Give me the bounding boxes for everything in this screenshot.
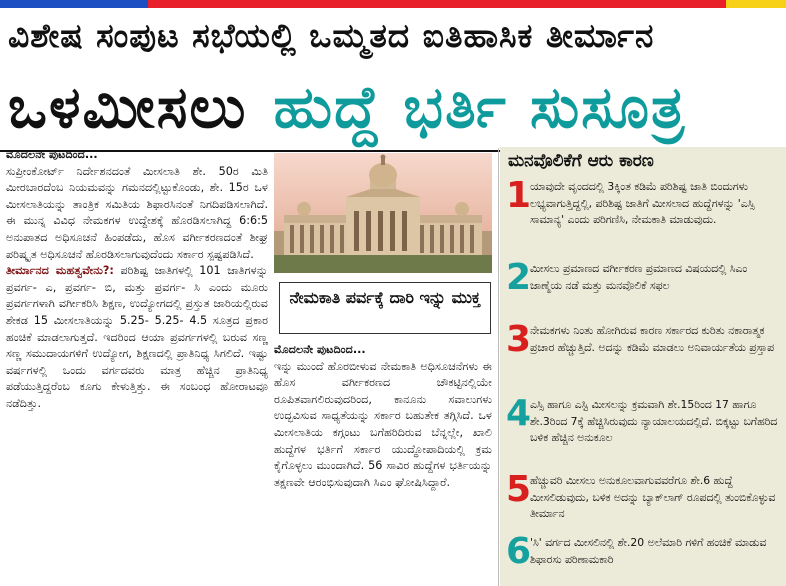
article-paragraph: [6, 263, 268, 412]
reasons-panel: [500, 147, 786, 586]
reason-number: 5: [506, 469, 532, 510]
left-column: [6, 147, 268, 413]
reason-item: [506, 319, 780, 360]
reason-text: ಮೀಸಲು ಪ್ರಮಾಣದ ವರ್ಗೀಕರಣ ಪ್ರಮಾಣದ ವಿಷಯದಲ್ಲಿ ಸಿಎಂ ಜಾಣ್ಮೆಯ ನಡೆ ಮತ್ತು ಮನವೊಲಿಕೆ ಸಫಲ: [530, 262, 748, 292]
article-paragraph: ಇನ್ನು ಮುಂದೆ ಹೊರಬೀಳುವ ನೇಮಕಾತಿ ಅಧಿಸೂಚನೆಗಳು ಈ ಹೊಸ ವರ್ಗೀಕರಣದ ಚೌಕಟ್ಟಿನಲ್ಲಿಯೇ ರೂಪಿತವಾಗಲಿರುವುದರಿಂದ, ಕಾನೂನು ಸವಾಲುಗಳು ಉದ್ಭವಿಸುವ ಸಾಧ್ಯತೆಯನ್ನು ಸರ್ಕಾರ ಬಹುತೇಕ ತಗ್ಗಿಸಿದೆ. ಒಳ ಮೀಸಲಾತಿಯ ಕಗ್ಗಂಟು ಬಗೆಹರಿದಿರುವ ಬೆನ್ನಲ್ಲೇ, ಖಾಲಿ ಹುದ್ದೆಗಳ ಭರ್ತಿಗೆ ಸರ್ಕಾರ ಯುದ್ಧೋಪಾದಿಯಲ್ಲಿ ಕ್ರಮ ಕೈಗೊಳ್ಳಲು ಮುಂದಾಗಿದೆ. 56 ಸಾವಿರ ಹುದ್ದೆಗಳ ಭರ್ತಿಯನ್ನು ತಕ್ಷಣವೇ ಆರಂಭಿಸುವುದಾಗಿ ಸಿಎಂ ಘೋಷಿಸಿದ್ದಾರೆ.: [274, 359, 492, 489]
reason-text: ಎಸ್ಸಿ ಹಾಗೂ ಎಸ್ಟಿ ಮೀಸಲನ್ನು ಕ್ರಮವಾಗಿ ಶೇ.15ರಿಂದ 17 ಹಾಗೂ ಶೇ.3ರಿಂದ 7ಕ್ಕೆ ಹೆಚ್ಚಿಸಿರುವುದು ನ್ಯಾಯಾಲಯದಲ್ಲಿದೆ. ಬಿಕ್ಕಟ್ಟು ಬಗೆಹರಿದ ಬಳಿಕ ಹೆಚ್ಚಿನ ಅನುಕೂಲ: [530, 398, 778, 444]
reason-item: [506, 257, 780, 298]
column-divider: [498, 148, 499, 586]
reason-text: ಹೆಚ್ಚುವರಿ ಮೀಸಲು ಅನುಕೂಲವಾಗುವವರೆಗೂ ಶೇ.6 ಹುದ್ದೆ ಮೀಸಲಿಡುವುದು, ಬಳಿಕ ಅದನ್ನು ಬ್ಯಾಕ್‌ಲಾಗ್ ರೂಪದಲ್ಲಿ ತುಂಬಿಕೊಳ್ಳುವ ತೀರ್ಮಾನ: [530, 474, 776, 520]
paragraph-text: ಪರಿಶಿಷ್ಟ ಜಾತಿಗಳಲ್ಲಿ 101 ಜಾತಿಗಳನ್ನು ಪ್ರವರ್ಗ- ಎ, ಪ್ರವರ್ಗ- ಬಿ, ಮತ್ತು ಪ್ರವರ್ಗ- ಸಿ ಎಂದು ಮೂರು ಪ್ರವರ್ಗಗಳಾಗಿ ವರ್ಗೀಕರಿಸಿ ಶಿಕ್ಷಣ, ಉದ್ಯೋಗದಲ್ಲಿ ಪ್ರಸ್ತುತ ಜಾರಿಯಲ್ಲಿರುವ ಶೇಕಡ 15 ಮೀಸಲಾತಿಯನ್ನು 5.25- 5.25- 4.5 ಸೂತ್ರದ ಪ್ರಕಾರ ಹಂಚಿಕೆ ಮಾಡಲಾಗುತ್ತದೆ. ಇದರಿಂದ ಆಯಾ ಪ್ರವರ್ಗಗಳಲ್ಲಿ ಬರುವ ಸಣ್ಣ ಸಣ್ಣ ಸಮುದಾಯಗಳಿಗೆ ಉದ್ಯೋಗ, ಶಿಕ್ಷಣದಲ್ಲಿ ಪ್ರಾತಿನಿಧ್ಯ ಸಿಗಲಿದೆ. ಇಷ್ಟು ವರ್ಷಗಳಲ್ಲಿ ಒಂದು ವರ್ಗದವರು ಮಾತ್ರ ಹೆಚ್ಚಿನ ಪ್ರಾತಿನಿಧ್ಯ ಪಡೆಯುತ್ತಿದ್ದರೆಂಬ ಕೂಗು ಕೇಳುತ್ತಿತ್ತು. ಈ ಸಂಬಂಧ ಹೋರಾಟವೂ ನಡೆದಿತ್ತು.: [6, 264, 269, 410]
secondary-headline-box: ನೇಮಕಾತಿ ಪರ್ವಕ್ಕೆ ದಾರಿ ಇನ್ನು ಮುಕ್ತ: [279, 282, 491, 334]
color-strip: [0, 0, 786, 8]
color-strip-yellow: [726, 0, 786, 8]
reason-item: [506, 393, 780, 447]
reason-number: 4: [506, 393, 532, 434]
reason-text: ನೇಮಕಗಳು ನಿಂತು ಹೋಗಿರುವ ಕಾರಣ ಸರ್ಕಾರದ ಕುರಿತು ನಕಾರಾತ್ಮಕ ಪ್ರಚಾರ ಹೆಚ್ಚುತ್ತಿದೆ. ಅದನ್ನು ಕಡಿಮೆ ಮಾಡಲು ಅನಿವಾರ್ಯತೆಯ ಪ್ರಸ್ತಾಪ: [530, 324, 775, 354]
reason-number: 6: [506, 531, 532, 572]
color-strip-red: [148, 0, 726, 8]
continuation-label: ಮೊದಲನೇ ಪುಟದಿಂದ...: [274, 343, 366, 356]
reason-item: [506, 469, 780, 523]
reason-number: 2: [506, 257, 532, 298]
vidhana-soudha-photo: [274, 153, 492, 273]
reasons-title: ಮನವೊಲಿಕೆಗೆ ಆರು ಕಾರಣ: [508, 151, 654, 171]
headline-part-black: ಒಳಮೀಸಲು: [8, 72, 248, 141]
reason-text: ಯಾವುದೇ ವೃಂದದಲ್ಲಿ 3ಕ್ಕಿಂತ ಕಡಿಮೆ ಪರಿಶಿಷ್ಟ ಜಾತಿ ಬಿಂದುಗಳು ಲಭ್ಯವಾಗುತ್ತಿದ್ದಲ್ಲಿ, ಪರಿಶಿಷ್ಟ ಜಾತಿಗೆ ಮೀಸಲಾದ ಹುದ್ದೆಗಳನ್ನು 'ಎಸ್ಸಿ ಸಾಮಾನ್ಯ' ಎಂದು ಪರಿಗಣಿಸಿ, ನೇಮಕಾತಿ ಮಾಡುವುದು.: [530, 180, 755, 226]
reason-text: 'ಸಿ' ವರ್ಗದ ಮೀಸಲಿನಲ್ಲಿ ಶೇ.20 ಅಲೆಮಾರಿ ಗಳಿಗೆ ಹಂಚಿಕೆ ಮಾಡುವ ಶಿಫಾರಸು ಪರಿಣಾಮಕಾರಿ: [530, 536, 767, 566]
color-strip-blue: [0, 0, 148, 8]
reason-item: [506, 531, 780, 572]
headline-part-teal: ಹುದ್ದೆ ಭರ್ತಿ ಸುಸೂತ್ರ: [273, 72, 687, 141]
middle-column: [274, 342, 492, 491]
subhead: ತೀರ್ಮಾನದ ಮಹತ್ವವೇನು?:: [6, 264, 114, 278]
reason-item: [506, 175, 780, 229]
kicker-headline: ವಿಶೇಷ ಸಂಪುಟ ಸಭೆಯಲ್ಲಿ ಒಮ್ಮತದ ಐತಿಹಾಸಿಕ ತೀರ್ಮಾನ: [8, 16, 655, 55]
article-paragraph: ಸುಪ್ರೀಂಕೋರ್ಟ್ ನಿರ್ದೇಶನದಂತೆ ಮೀಸಲಾತಿ ಶೇ. 50ರ ಮಿತಿ ಮೀರಬಾರದೆಂಬ ನಿಯಮವನ್ನು ಗಮನದಲ್ಲಿಟ್ಟುಕೊಂಡು, ಶೇ. 15ರ ಒಳ ಮೀಸಲಾತಿಯನ್ನು ತಾಂತ್ರಿಕ ಸಮಿತಿಯ ಶಿಫಾರಸಿನಂತೆ ನಿಗದಿಪಡಿಸಲಾಗಿದೆ. ಈ ಮುನ್ನ ವಿವಿಧ ನೇಮಕಗಳ ಉದ್ದೇಶಕ್ಕೆ ಹೊರಡಿಸಲಾಗಿದ್ದ 6:6:5 ಅನುಪಾತದ ಅಧಿಸೂಚನೆ ಹಿಂಪಡೆದು, ಹೊಸ ವರ್ಗೀಕರಣದಂತೆ ಶೀಘ್ರ ಪರಿಷ್ಕೃತ ಅಧಿಸೂಚನೆ ಹೊರಡಿಸಲಾಗುವುದೆಂದು ಸರ್ಕಾರ ಸ್ಪಷ್ಟಪಡಿಸಿದೆ.: [6, 164, 268, 261]
reason-number: 3: [506, 319, 532, 360]
reason-number: 1: [506, 175, 532, 216]
building-illustration: [274, 153, 492, 273]
continuation-label: ಮೊದಲನೇ ಪುಟದಿಂದ...: [6, 148, 98, 161]
main-headline: [8, 66, 783, 148]
